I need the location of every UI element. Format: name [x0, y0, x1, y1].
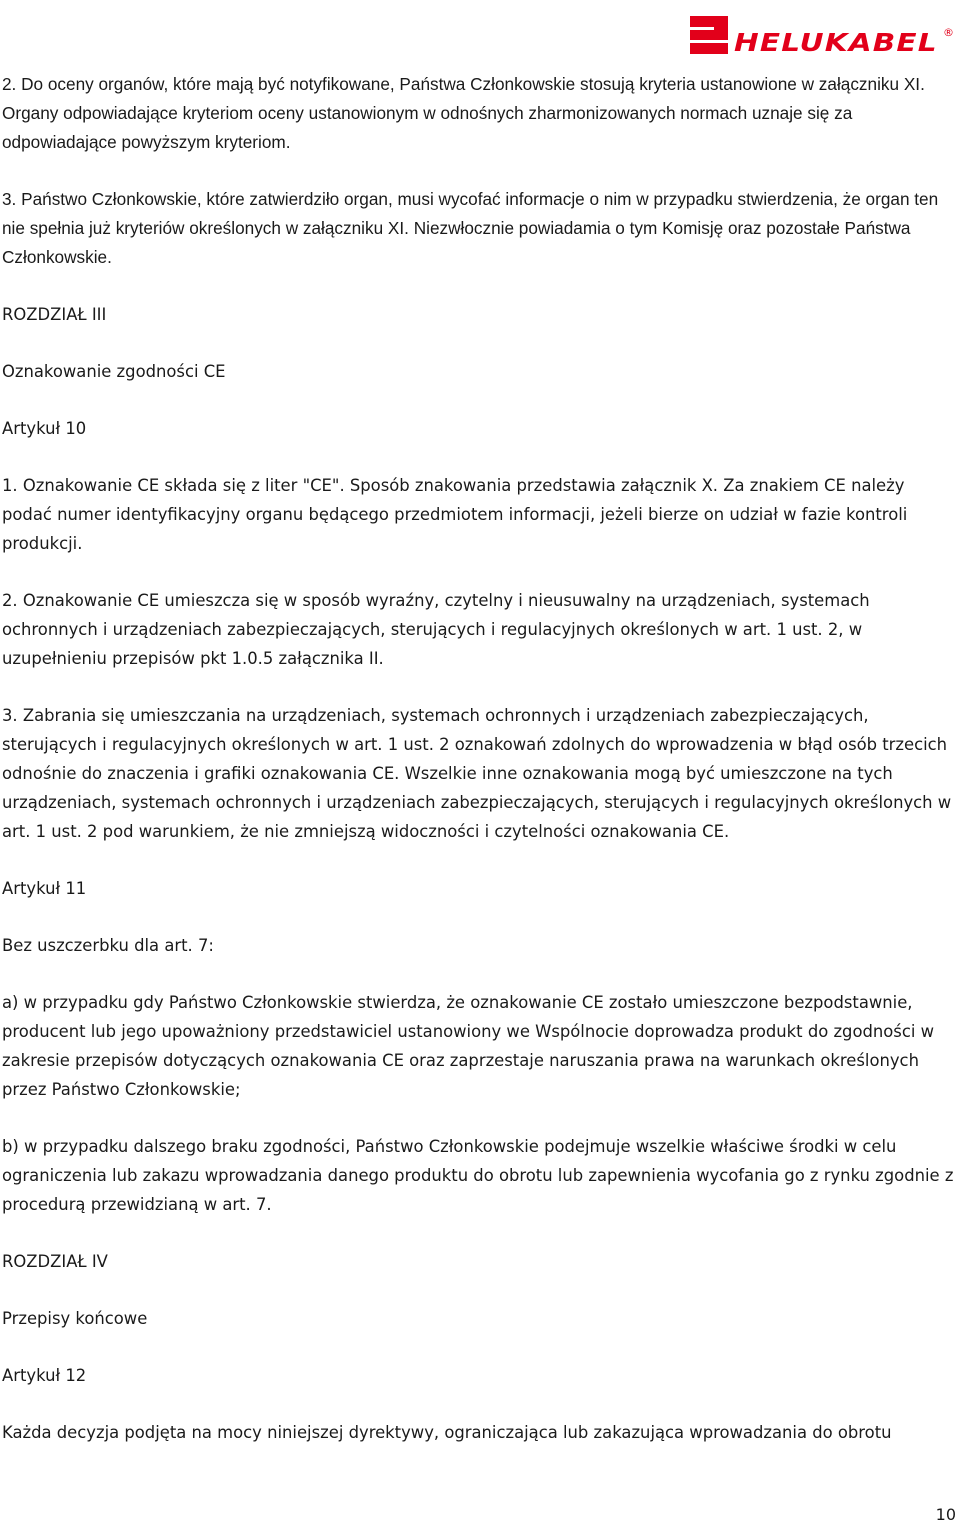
- article-12-text: Każda decyzja podjęta na mocy niniejszej dyrektywy, ograniczająca lub zakazująca wprowadzania do obrotu: [2, 1423, 892, 1442]
- document-body: [2, 70, 958, 1447]
- helukabel-logo: [690, 16, 954, 55]
- chapter-heading-iv: ROZDZIAŁ IV: [2, 1252, 108, 1271]
- chapter-heading-iii: ROZDZIAŁ III: [2, 305, 107, 324]
- article-10-paragraph-1: 1. Oznakowanie CE składa się z liter "CE". Sposób znakowania przedstawia załącznik X. Za znakiem CE należy podać numer identyfikacyjny organu będącego przedmiotem informacji, jeżeli bierze on udział w fazie kontroli produkcji.: [2, 476, 908, 553]
- page-number: 10: [935, 1505, 956, 1524]
- chapter-title-ce-marking: Oznakowanie zgodności CE: [2, 362, 226, 381]
- article-heading-12: Artykuł 12: [2, 1366, 87, 1385]
- paragraph-3-withdrawal: 3. Państwo Członkowskie, które zatwierdziło organ, musi wycofać informacje o nim w przypadku stwierdzenia, że organ ten nie spełnia już kryteriów określonych w załączniku XI. Niezwłocznie powiadamia o tym Komisję oraz pozostałe Państwa Członkowskie.: [2, 189, 939, 267]
- article-11-point-a: a) w przypadku gdy Państwo Członkowskie stwierdza, że oznakowanie CE zostało umieszczone bezpodstawnie, producent lub jego upoważniony przedstawiciel ustanowiony we Wspólnocie doprowadza produkt do zgodności w zakresie przepisów dotyczących oznakowania CE oraz zaprzestaje naruszania prawa na warunkach określonych przez Państwo Członkowskie;: [2, 993, 935, 1099]
- logo-registered-mark: ®: [943, 26, 954, 39]
- logo-wordmark: HELUKABEL: [734, 28, 939, 57]
- paragraph-2-organ-criteria: 2. Do oceny organów, które mają być notyfikowane, Państwa Członkowskie stosują kryteria ustanowione w załączniku XI. Organy odpowiadające kryteriom oceny ustanowionym w odnośnych zharmonizowanych normach uznaje się za odpowiadające powyższym kryteriom.: [2, 74, 925, 152]
- article-10-paragraph-3: 3. Zabrania się umieszczania na urządzeniach, systemach ochronnych i urządzeniach zabezpieczających, sterujących i regulacyjnych określonych w art. 1 ust. 2 oznakowań zdolnych do wprowadzenia w błąd osób trzecich odnośnie do znaczenia i grafiki oznakowania CE. Wszelkie inne oznakowania mogą być umieszczone na tych urządzeniach, systemach ochronnych i urządzeniach zabezpieczających, sterujących i regulacyjnych określonych w art. 1 ust. 2 pod warunkiem, że nie zmniejszą widoczności i czytelności oznakowania CE.: [2, 706, 952, 841]
- article-11-point-b: b) w przypadku dalszego braku zgodności, Państwo Członkowskie podejmuje wszelkie właściwe środki w celu ograniczenia lub zakazu wprowadzania danego produktu do obrotu lub zapewnienia wycofania go z rynku zgodnie z procedurą przewidzianą w art. 7.: [2, 1137, 954, 1214]
- article-heading-10: Artykuł 10: [2, 419, 87, 438]
- article-10-paragraph-2: 2. Oznakowanie CE umieszcza się w sposób wyraźny, czytelny i nieusuwalny na urządzeniach, systemach ochronnych i urządzeniach zabezpieczających, sterujących i regulacyjnych określonych w art. 1 ust. 2, w uzupełnieniu przepisów pkt 1.0.5 załącznika II.: [2, 591, 870, 668]
- article-heading-11: Artykuł 11: [2, 879, 87, 898]
- helukabel-logo-mark-icon: [690, 16, 728, 54]
- chapter-title-final-provisions: Przepisy końcowe: [2, 1309, 148, 1328]
- article-11-intro: Bez uszczerbku dla art. 7:: [2, 936, 214, 955]
